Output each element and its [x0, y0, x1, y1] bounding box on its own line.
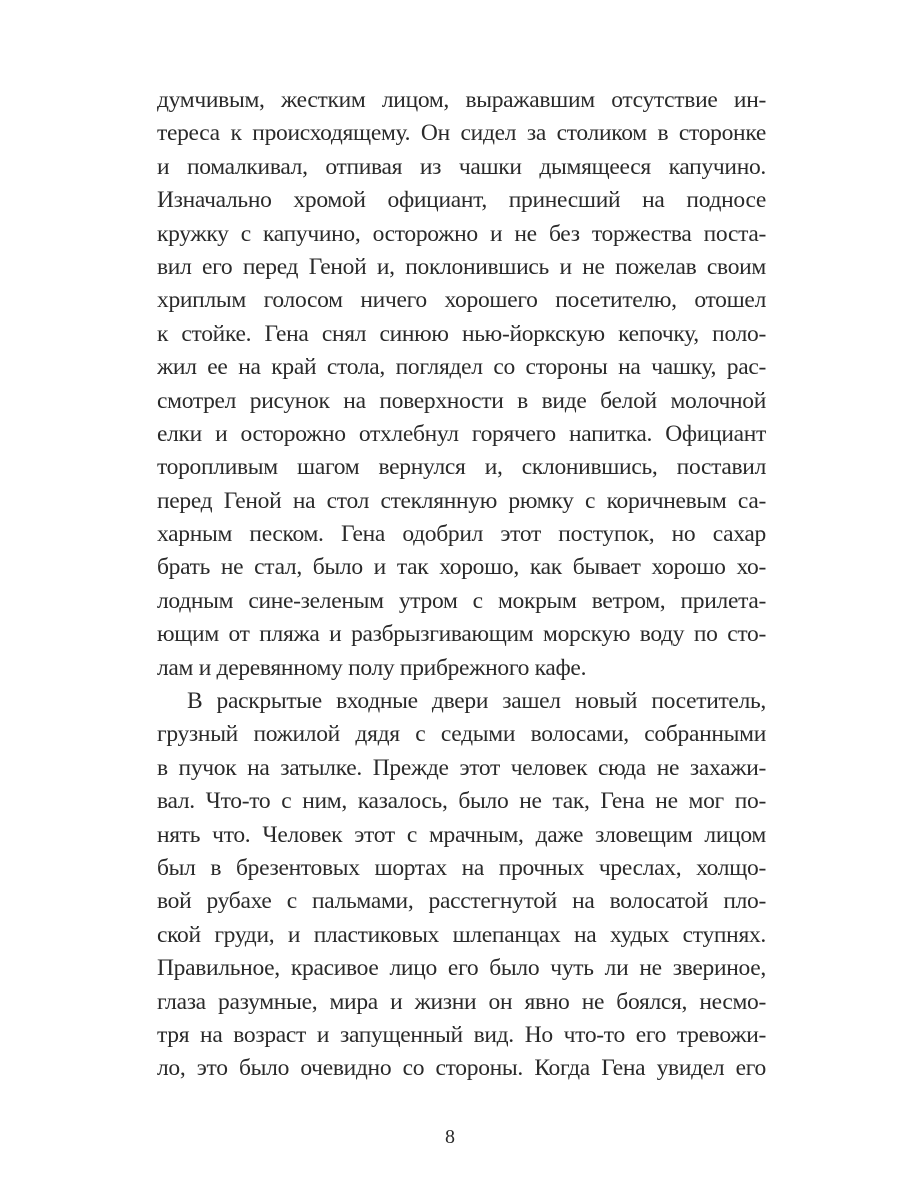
- text-line: В раскрытые входные двери зашел новый посетитель,: [187, 688, 766, 715]
- text-line: ло, это было очевидно со стороны. Когда Гена увидел его: [157, 1055, 766, 1082]
- text-line: торопливым шагом вернулся и, склонившись, поставил: [157, 454, 766, 481]
- text-line: в пучок на затылке. Прежде этот человек сюда не захажи-: [157, 754, 766, 781]
- text-line: елки и осторожно отхлебнул горячего напитка. Официант: [157, 420, 766, 447]
- text-line: был в брезентовых шортах на прочных чреслах, холщо-: [157, 854, 766, 881]
- text-line: лодным сине-зеленым утром с мокрым ветром, прилета-: [157, 587, 766, 614]
- text-line: перед Геной на стол стеклянную рюмку с коричневым са-: [157, 487, 766, 514]
- text-line: тереса к происходящему. Он сидел за столиком в сторонке: [157, 120, 766, 147]
- text-line: глаза разумные, мира и жизни он явно не боялся, несмо-: [157, 988, 766, 1015]
- page-number: 8: [445, 1126, 455, 1148]
- text-line: вой рубахе с пальмами, расстегнутой на волосатой пло-: [157, 888, 766, 915]
- text-line: лам и деревянному полу прибрежного кафе.: [157, 654, 587, 681]
- text-line: Изначально хромой официант, принесший на подносе: [157, 187, 766, 214]
- text-line: нять что. Человек этот с мрачным, даже зловещим лицом: [157, 821, 766, 848]
- paragraph: [157, 84, 766, 685]
- text-line: к стойке. Гена снял синюю нью-йоркскую кепочку, поло-: [157, 320, 766, 347]
- text-line: кружку с капучино, осторожно и не без торжества поста-: [157, 220, 766, 247]
- text-line: жил ее на край стола, поглядел со стороны на чашку, рас-: [157, 354, 766, 381]
- text-line: вал. Что-то с ним, казалось, было не так, Гена не мог по-: [157, 788, 766, 815]
- body-text: [157, 84, 766, 1086]
- paragraph: [157, 685, 766, 1086]
- text-line: ской груди, и пластиковых шлепанцах на худых ступнях.: [157, 921, 766, 948]
- text-line: грузный пожилой дядя с седыми волосами, собранными: [157, 721, 766, 748]
- text-line: харным песком. Гена одобрил этот поступок, но сахар: [157, 521, 766, 548]
- text-line: тря на возраст и запущенный вид. Но что-то его тревожи-: [157, 1021, 766, 1048]
- text-line: Правильное, красивое лицо его было чуть ли не звериное,: [157, 955, 766, 982]
- text-line: вил его перед Геной и, поклонившись и не пожелав своим: [157, 253, 766, 280]
- text-line: брать не стал, было и так хорошо, как бывает хорошо хо-: [157, 554, 766, 581]
- text-line: ющим от пляжа и разбрызгивающим морскую воду по сто-: [157, 621, 766, 648]
- text-line: думчивым, жестким лицом, выражавшим отсутствие ин-: [157, 87, 766, 113]
- text-line: и помалкивал, отпивая из чашки дымящееся капучино.: [157, 153, 766, 180]
- text-line: смотрел рисунок на поверхности в виде белой молочной: [157, 387, 766, 414]
- text-line: хриплым голосом ничего хорошего посетителю, отошел: [157, 287, 766, 314]
